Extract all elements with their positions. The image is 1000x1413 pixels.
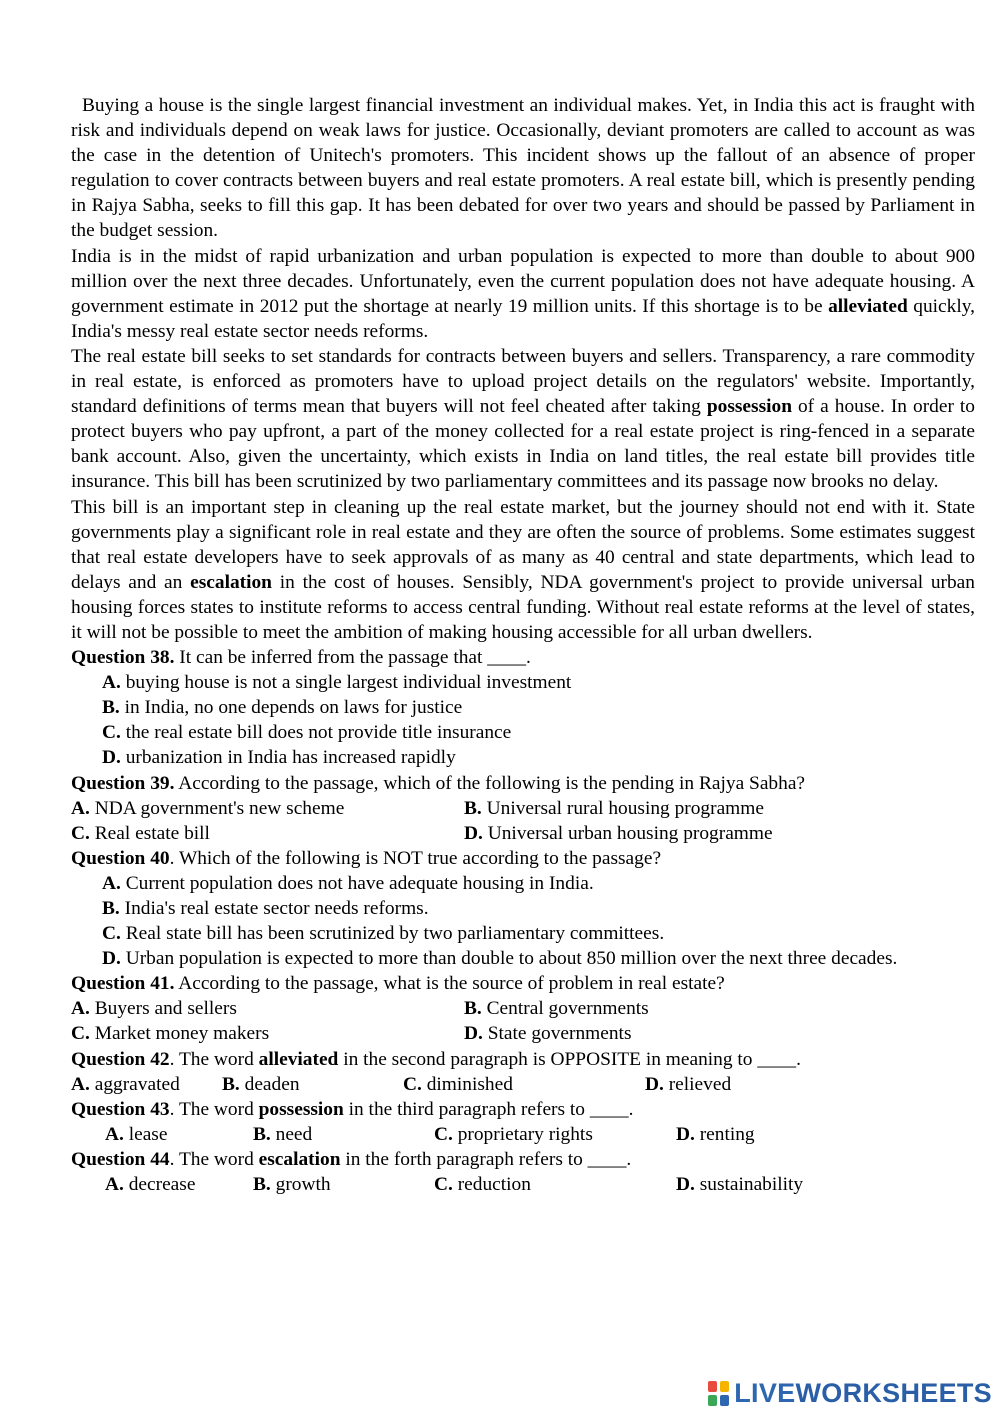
question-40 <box>71 846 975 871</box>
paragraph-text: This bill is an important step in cleaning up the real estate market, but the journey should not end with it. State governments play a significant role in real estate and they are often the source of problems. Some estimates suggest that real estate developers have to seek approvals of as many as 40 central and state departments, which lead to delays and an <box>71 496 975 593</box>
passage-paragraph-2 <box>71 244 975 344</box>
logo-wordmark <box>734 1378 992 1409</box>
option-text: India's real estate sector needs reforms. <box>119 898 429 919</box>
option-40-c[interactable] <box>102 921 975 946</box>
passage-paragraph-3 <box>71 344 975 495</box>
option-text: buying house is not a single largest individual investment <box>120 672 572 694</box>
option-39-a[interactable] <box>71 796 464 821</box>
option-letter: C. <box>102 722 121 744</box>
option-letter: B. <box>102 898 120 919</box>
option-41-a[interactable] <box>71 996 464 1021</box>
option-letter: B. <box>464 998 482 1020</box>
option-39-c[interactable] <box>71 821 464 846</box>
option-39-b[interactable] <box>464 796 764 821</box>
option-40-d[interactable] <box>102 946 975 971</box>
options-row <box>71 796 975 821</box>
option-text: Market money makers <box>89 1023 270 1045</box>
option-letter: D. <box>102 948 121 970</box>
option-letter: A. <box>105 1174 124 1196</box>
options-row <box>105 1172 975 1197</box>
logo-text-worksheets: WORKSHEETS <box>795 1378 992 1408</box>
option-letter: B. <box>253 1174 271 1196</box>
option-38-b[interactable] <box>102 695 975 720</box>
question-number: Question 38. <box>71 647 175 669</box>
options-row <box>71 821 975 846</box>
keyword-alleviated: alleviated <box>828 295 908 317</box>
option-44-b[interactable] <box>253 1172 434 1197</box>
option-text: growth <box>270 1174 331 1196</box>
question-text: . The word <box>169 1148 259 1170</box>
option-text: diminished <box>421 1073 513 1095</box>
option-40-b[interactable] <box>102 896 975 921</box>
option-text: sustainability <box>694 1174 804 1196</box>
option-text: urbanization in India has increased rapidly <box>120 747 456 769</box>
question-text: . The word <box>169 1048 259 1070</box>
question-text: . The word <box>169 1098 259 1120</box>
option-letter: B. <box>102 697 120 719</box>
option-letter: D. <box>676 1174 695 1196</box>
option-text: the real estate bill does not provide title insurance <box>120 722 512 744</box>
question-text: in the forth paragraph refers to ____. <box>340 1148 632 1170</box>
option-text: Central governments <box>481 998 649 1020</box>
question-number: Question 39. <box>71 772 175 794</box>
passage-paragraph-4 <box>71 495 975 646</box>
option-41-b[interactable] <box>464 996 649 1021</box>
logo-block-blue <box>720 1395 729 1406</box>
option-39-d[interactable] <box>464 821 773 846</box>
option-letter: B. <box>222 1073 240 1095</box>
question-text: in the second paragraph is OPPOSITE in meaning to ____. <box>338 1048 801 1070</box>
option-letter: A. <box>102 672 121 694</box>
option-letter: A. <box>71 1073 90 1095</box>
option-letter: C. <box>434 1174 453 1196</box>
option-letter: B. <box>464 797 482 819</box>
option-42-b[interactable] <box>222 1072 403 1097</box>
option-41-d[interactable] <box>464 1021 632 1046</box>
option-42-a[interactable] <box>71 1072 222 1097</box>
option-text: renting <box>694 1123 755 1145</box>
option-letter: A. <box>105 1123 124 1145</box>
liveworksheets-logo-icon <box>708 1381 732 1407</box>
option-letter: C. <box>102 923 121 945</box>
option-42-d[interactable] <box>645 1072 731 1097</box>
option-text: State governments <box>482 1023 632 1045</box>
option-text: lease <box>123 1123 168 1145</box>
question-number: Question 43 <box>71 1098 170 1120</box>
option-letter: D. <box>464 822 483 844</box>
logo-block-red <box>708 1381 717 1392</box>
option-text: reduction <box>452 1174 531 1196</box>
keyword-escalation: escalation <box>190 571 272 593</box>
logo-text-live: LIVE <box>734 1378 796 1408</box>
question-text: According to the passage, which of the following is the pending in Rajya Sabha? <box>174 772 806 794</box>
question-44 <box>71 1147 975 1172</box>
question-38 <box>71 645 975 670</box>
options-row <box>71 1021 975 1046</box>
option-letter: D. <box>645 1073 664 1095</box>
option-38-a[interactable] <box>102 670 975 695</box>
question-text: . Which of the following is NOT true according to the passage? <box>169 847 662 869</box>
option-43-a[interactable] <box>105 1122 253 1147</box>
option-text: need <box>270 1123 313 1145</box>
worksheet-page <box>71 93 975 1197</box>
options-row <box>71 1072 975 1097</box>
option-text: NDA government's new scheme <box>89 797 345 819</box>
question-text: It can be inferred from the passage that ____. <box>174 647 531 669</box>
question-number: Question 44 <box>71 1148 170 1170</box>
option-text: Real estate bill <box>89 822 210 844</box>
paragraph-text: The real estate bill seeks to set standards for contracts between buyers and sellers. Transparency, a rare commodity in real estate, is enforced as promoters have to upload project details on the regulators' website. Importantly, standard definitions of terms mean that buyers will not feel cheated after taking <box>71 345 975 418</box>
option-text: decrease <box>123 1174 196 1196</box>
option-letter: C. <box>71 822 90 844</box>
option-letter: A. <box>71 797 90 819</box>
question-42 <box>71 1047 975 1072</box>
options-row <box>105 1122 975 1147</box>
question-number: Question 40 <box>71 847 170 869</box>
option-text: Universal rural housing programme <box>481 797 764 819</box>
option-40-a[interactable] <box>102 871 975 896</box>
option-43-d[interactable] <box>676 1122 755 1147</box>
paragraph-text: of a house. In order to protect buyers who pay upfront, a part of the money collected for a real estate project is ring-fenced in a separate bank account. Also, given the uncertainty, which exists in India on land titles, the real estate bill provides title insurance. This bill has been scrutinized by two parliamentary committees and its passage now brooks no delay. <box>71 396 975 493</box>
option-44-c[interactable] <box>434 1172 676 1197</box>
liveworksheets-logo[interactable] <box>708 1378 992 1409</box>
option-text: proprietary rights <box>452 1123 593 1145</box>
option-text: Urban population is expected to more than double to about 850 million over the next three decades. <box>120 948 898 970</box>
options-row <box>71 996 975 1021</box>
option-38-d[interactable] <box>102 745 975 770</box>
option-42-c[interactable] <box>403 1072 645 1097</box>
option-letter: D. <box>676 1123 695 1145</box>
question-number: Question 41. <box>71 973 175 995</box>
option-letter: B. <box>253 1123 271 1145</box>
option-text: aggravated <box>89 1073 180 1095</box>
option-text: Current population does not have adequate housing in India. <box>120 872 594 894</box>
question-39 <box>71 771 975 796</box>
paragraph-text: India is in the midst of rapid urbanization and urban population is expected to more than double to about 900 million over the next three decades. Unfortunately, even the current population does not have adequate housing. A government estimate in 2012 put the shortage at nearly 19 million units. If this shortage is to be <box>71 245 975 317</box>
option-41-c[interactable] <box>71 1021 464 1046</box>
option-letter: C. <box>71 1023 90 1045</box>
logo-block-green <box>708 1395 717 1406</box>
option-43-b[interactable] <box>253 1122 434 1147</box>
question-keyword: escalation <box>258 1148 341 1170</box>
paragraph-text: Buying a house is the single largest financial investment an individual makes. Yet, in India this act is fraught with risk and individuals depend on weak laws for justice. Occasionally, deviant promoters are called to account as was the case in the detention of Unitech's promoters. This incident shows up the fallout of an absence of proper regulation to cover contracts between buyers and real estate promoters. A real estate bill, which is presently pending in Rajya Sabha, seeks to fill this gap. It has been debated for over two years and should be passed by Parliament in the budget session. <box>71 95 975 242</box>
question-number: Question 42 <box>71 1048 170 1070</box>
option-38-c[interactable] <box>102 720 975 745</box>
option-letter: A. <box>102 872 121 894</box>
option-text: relieved <box>663 1073 732 1095</box>
question-keyword: possession <box>258 1098 344 1120</box>
option-letter: A. <box>71 998 90 1020</box>
option-43-c[interactable] <box>434 1122 676 1147</box>
option-text: Real state bill has been scrutinized by two parliamentary committees. <box>120 923 665 945</box>
option-letter: C. <box>403 1073 422 1095</box>
question-keyword: alleviated <box>258 1048 339 1070</box>
question-text: in the third paragraph refers to ____. <box>343 1098 634 1120</box>
logo-block-yellow <box>720 1381 729 1392</box>
option-44-d[interactable] <box>676 1172 803 1197</box>
option-44-a[interactable] <box>105 1172 253 1197</box>
keyword-possession: possession <box>706 396 792 418</box>
option-letter: C. <box>434 1123 453 1145</box>
option-text: Buyers and sellers <box>89 998 237 1020</box>
question-text: According to the passage, what is the source of problem in real estate? <box>174 973 725 995</box>
option-letter: D. <box>102 747 121 769</box>
paragraph-text: quickly, India's messy real estate sector needs reforms. <box>71 295 976 342</box>
option-text: in India, no one depends on laws for justice <box>119 697 463 719</box>
option-text: Universal urban housing programme <box>482 822 773 844</box>
question-41 <box>71 971 975 996</box>
option-text: deaden <box>239 1073 300 1095</box>
passage-paragraph-1 <box>71 93 975 244</box>
question-43 <box>71 1097 975 1122</box>
option-letter: D. <box>464 1023 483 1045</box>
paragraph-text: in the cost of houses. Sensibly, NDA government's project to provide universal urban housing forces states to institute reforms to access central funding. Without real estate reforms at the level of states, it will not be possible to meet the ambition of making housing accessible for all urban dwellers. <box>71 571 975 643</box>
